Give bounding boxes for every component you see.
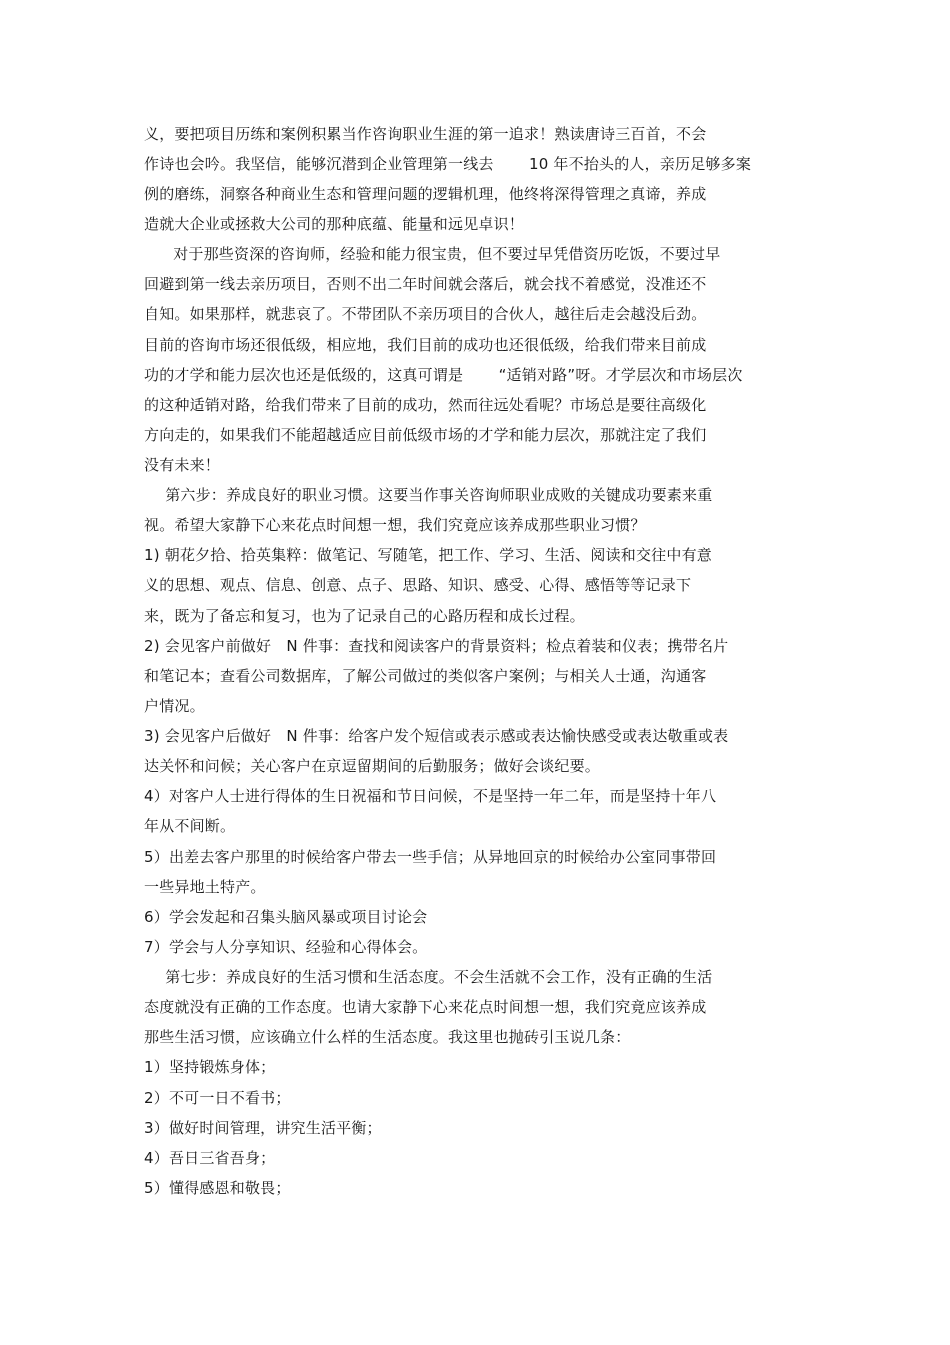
text-line: 5）出差去客户那里的时候给客户带去一些手信；从异地回京的时候给办公室同事带回	[144, 848, 717, 866]
text-line: 回避到第一线去亲历项目，否则不出二年时间就会落后，就会找不着感觉，没准还不	[144, 275, 707, 293]
text-line: 达关怀和问候；关心客户在京逗留期间的后勤服务；做好会谈纪要。	[144, 757, 601, 775]
text-line: 功的才学和能力层次也还是低级的，这真可谓是 “适销对路”呀。才学层次和市场层次	[144, 366, 743, 384]
text-line: 1）坚持锻炼身体；	[144, 1058, 276, 1076]
text-line: 4）对客户人士进行得体的生日祝福和节日问候，不是坚持一年二年，而是坚持十年八	[144, 787, 717, 805]
text-line: 1) 朝花夕拾、拾英集粹：做笔记、写随笔，把工作、学习、生活、阅读和交往中有意	[144, 546, 712, 564]
text-line: 自知。如果那样，就悲哀了。不带团队不亲历项目的合伙人，越往后走会越没后劲。	[144, 305, 707, 323]
text-line: 5）懂得感恩和敬畏；	[144, 1179, 291, 1197]
text-line: 4）吾日三省吾身；	[144, 1149, 276, 1167]
text-line: 和笔记本；查看公司数据库，了解公司做过的类似客户案例；与相关人士通，沟通客	[144, 667, 707, 685]
text-line: 来，既为了备忘和复习，也为了记录自己的心路历程和成长过程。	[144, 607, 585, 625]
text-line: 2）不可一日不看书；	[144, 1089, 291, 1107]
text-line: 方向走的，如果我们不能超越适应目前低级市场的才学和能力层次，那就注定了我们	[144, 426, 707, 444]
text-line: 没有未来！	[144, 456, 221, 474]
text-line: 第七步：养成良好的生活习惯和生活态度。不会生活就不会工作，没有正确的生活	[150, 968, 713, 986]
text-line: 视。希望大家静下心来花点时间想一想，我们究竟应该养成那些职业习惯？	[144, 516, 646, 534]
text-line: 作诗也会吟。我坚信，能够沉潜到企业管理第一线去 10 年不抬头的人，亲历足够多案	[144, 155, 752, 173]
text-line: 目前的咨询市场还很低级，相应地，我们目前的成功也还很低级，给我们带来目前成	[144, 336, 707, 354]
text-line: 7）学会与人分享知识、经验和心得体会。	[144, 938, 428, 956]
text-line: 例的磨练，洞察各种商业生态和管理问题的逻辑机理，他终将深得管理之真谛，养成	[144, 185, 707, 203]
text-line: 第六步：养成良好的职业习惯。这要当作事关咨询师职业成败的关键成功要素来重	[150, 486, 713, 504]
text-line: 3) 会见客户后做好 N 件事：给客户发个短信或表示感或表达愉快感受或表达敬重或表	[144, 727, 729, 745]
text-line: 义，要把项目历练和案例积累当作咨询职业生涯的第一追求！熟读唐诗三百首，不会	[144, 125, 707, 143]
text-line: 年从不间断。	[144, 817, 236, 835]
text-line: 造就大企业或拯救大公司的那种底蕴、能量和远见卓识！	[144, 215, 525, 233]
text-line: 户情况。	[144, 697, 205, 715]
text-line: 一些异地土特产。	[144, 878, 266, 896]
text-line: 态度就没有正确的工作态度。也请大家静下心来花点时间想一想，我们究竟应该养成	[144, 998, 707, 1016]
text-line: 2) 会见客户前做好 N 件事：查找和阅读客户的背景资料；检点着装和仪表；携带名片	[144, 637, 729, 655]
text-line: 对于那些资深的咨询师，经验和能力很宝贵，但不要过早凭借资历吃饭，不要过早	[158, 245, 721, 263]
text-line: 的这种适销对路，给我们带来了目前的成功，然而往远处看呢？市场总是要往高级化	[144, 396, 707, 414]
text-line: 6）学会发起和召集头脑风暴或项目讨论会	[144, 908, 428, 926]
text-line: 义的思想、观点、信息、创意、点子、思路、知识、感受、心得、感悟等等记录下	[144, 576, 692, 594]
text-line: 3）做好时间管理，讲究生活平衡；	[144, 1119, 382, 1137]
text-line: 那些生活习惯，应该确立什么样的生活态度。我这里也抛砖引玉说几条：	[144, 1028, 631, 1046]
